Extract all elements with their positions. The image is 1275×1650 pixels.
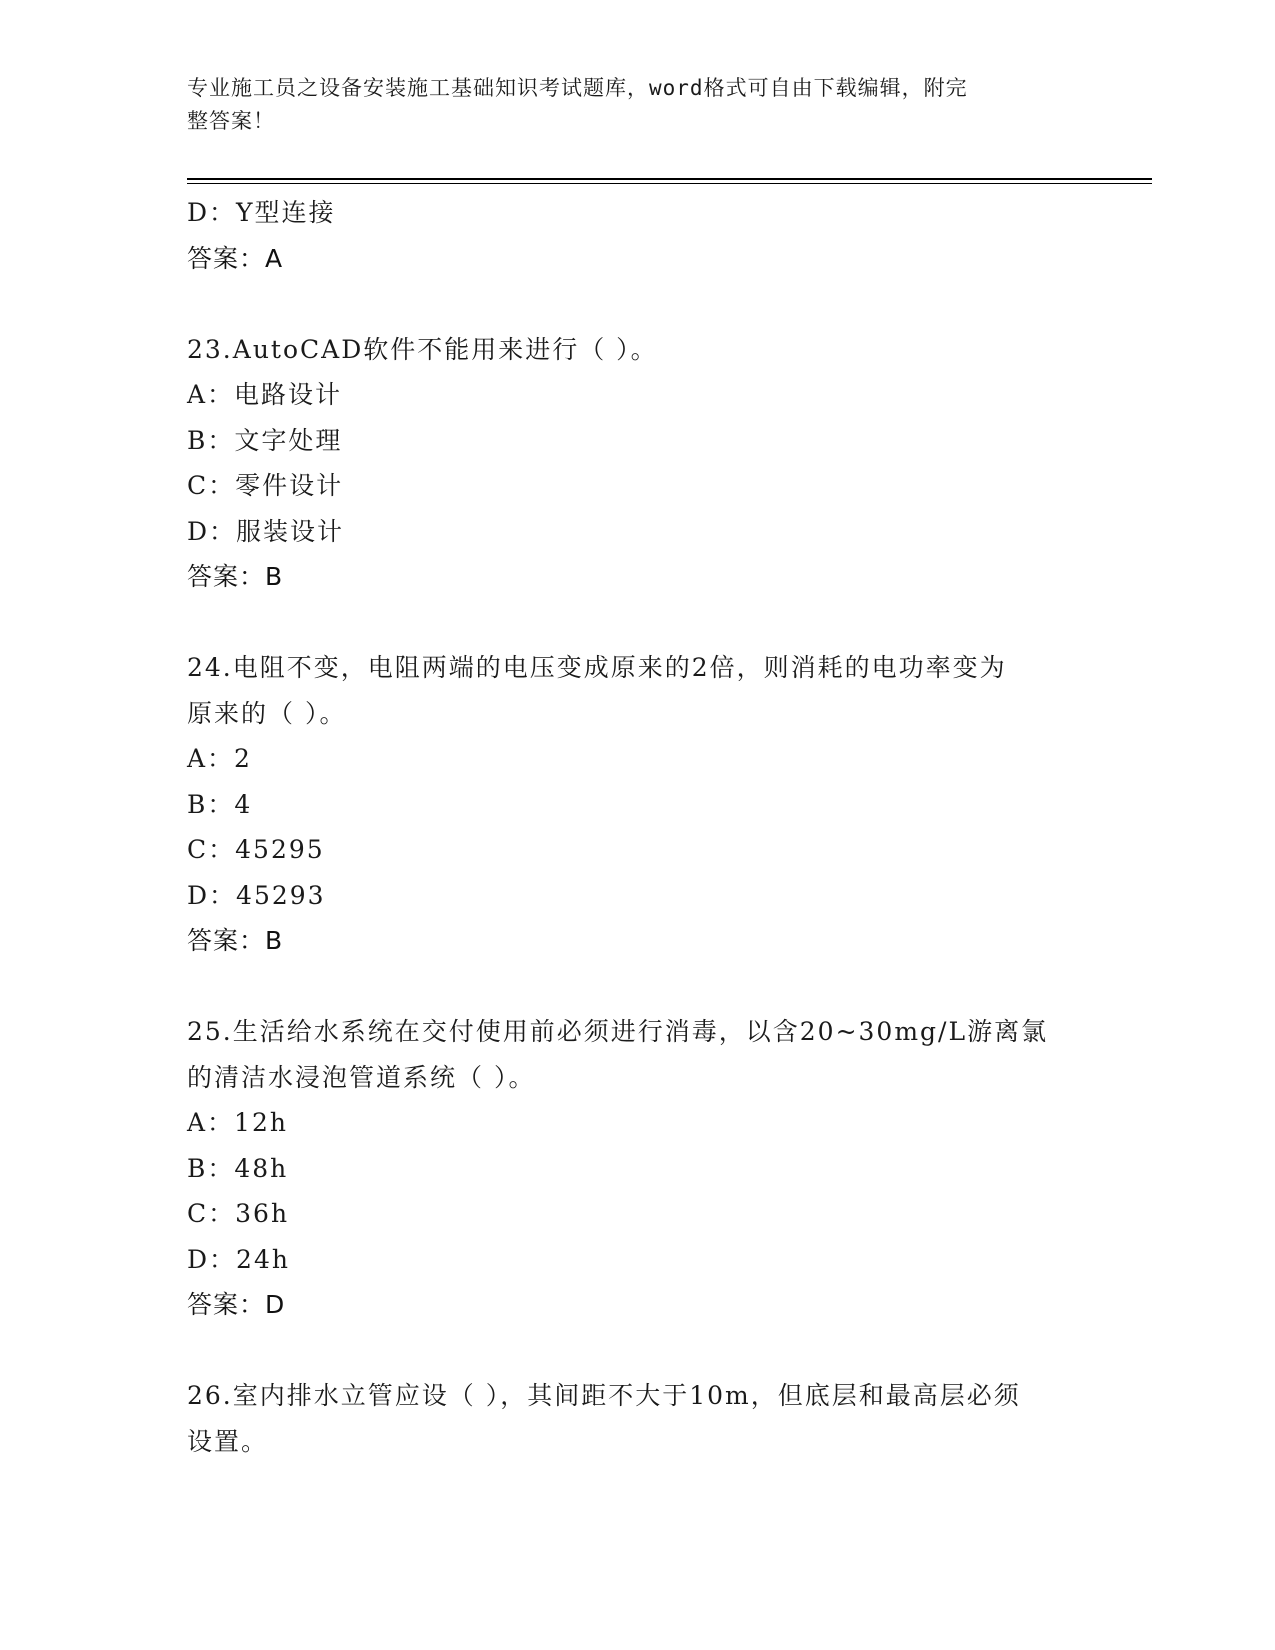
question-23-answer: 答案：B <box>187 562 284 591</box>
question-26 <box>187 1373 1087 1464</box>
header-line-1: 专业施工员之设备安装施工基础知识考试题库，word格式可自由下载编辑，附完 <box>187 76 968 100</box>
question-25-option-d: D：24h <box>187 1244 290 1274</box>
spacer <box>187 600 1087 646</box>
question-25-answer: 答案：D <box>187 1290 286 1319</box>
question-25-option-c: C：36h <box>187 1199 290 1228</box>
question-24-answer: 答案：B <box>187 926 284 955</box>
question-25-option-a: A：12h <box>187 1108 288 1137</box>
question-23-option-a: A：电路设计 <box>187 380 343 409</box>
header-line-2: 整答案！ <box>187 109 275 133</box>
question-list <box>187 190 1087 1464</box>
document-header <box>187 72 1067 138</box>
question-23-stem: 23.AutoCAD软件不能用来进行（ ）。 <box>187 334 658 364</box>
question-24-option-a: A：2 <box>187 744 252 773</box>
prev-option-d: D：Y型连接 <box>187 198 336 227</box>
question-23-option-b: B：文字处理 <box>187 425 343 455</box>
spacer <box>187 964 1087 1010</box>
prev-answer: 答案：A <box>187 243 284 273</box>
question-23-option-d: D：服装设计 <box>187 516 345 546</box>
question-24-option-c: C：45295 <box>187 835 325 864</box>
question-24-option-d: D：45293 <box>187 880 326 910</box>
question-25-stem-line-2: 的清洁水浸泡管道系统（ ）。 <box>187 1062 536 1092</box>
question-24-stem-line-2: 原来的（ ）。 <box>187 698 347 728</box>
question-24-option-b: B：4 <box>187 789 253 819</box>
question-25-stem-line-1: 25.生活给水系统在交付使用前必须进行消毒，以含20~30mg/L游离氯 <box>187 1017 1049 1046</box>
header-divider-thick <box>187 178 1152 180</box>
question-24-stem-line-1: 24.电阻不变，电阻两端的电压变成原来的2倍，则消耗的电功率变为 <box>187 653 1007 682</box>
spacer <box>187 281 1087 327</box>
question-25 <box>187 1009 1087 1328</box>
question-23-option-c: C：零件设计 <box>187 471 344 500</box>
question-26-stem-line-2: 设置。 <box>187 1426 269 1456</box>
question-25-option-b: B：48h <box>187 1153 289 1183</box>
question-26-stem-line-1: 26.室内排水立管应设（ ），其间距不大于10m，但底层和最高层必须 <box>187 1381 1021 1410</box>
header-divider-thin <box>187 183 1152 184</box>
question-23 <box>187 327 1087 600</box>
spacer <box>187 1328 1087 1374</box>
question-24 <box>187 645 1087 964</box>
